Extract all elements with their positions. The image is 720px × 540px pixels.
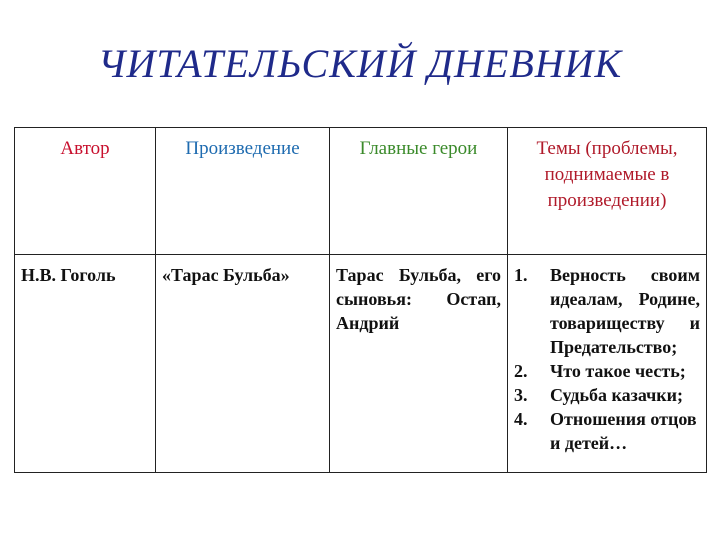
list-item bbox=[514, 359, 700, 383]
themes-list bbox=[514, 263, 700, 455]
list-item-text: Верность своим идеалам, Родине, товариществу и Предательство; bbox=[550, 265, 700, 357]
list-item-number: 1. bbox=[514, 265, 528, 285]
header-work: Произведение bbox=[156, 128, 330, 255]
list-item-text: Что такое честь; bbox=[550, 361, 686, 381]
table-row bbox=[15, 255, 707, 473]
header-heroes: Главные герои bbox=[330, 128, 508, 255]
header-author: Автор bbox=[15, 128, 156, 255]
list-item-number: 3. bbox=[514, 385, 528, 405]
page-title: ЧИТАТЕЛЬСКИЙ ДНЕВНИК bbox=[97, 41, 623, 86]
cell-heroes: Тарас Бульба, его сыновья: Остап, Андрий bbox=[330, 255, 508, 473]
cell-work: «Тарас Бульба» bbox=[156, 255, 330, 473]
list-item bbox=[514, 407, 700, 455]
list-item bbox=[514, 263, 700, 359]
list-item bbox=[514, 383, 700, 407]
header-themes: Темы (проблемы, поднимаемые в произведении) bbox=[508, 128, 707, 255]
list-item-number: 2. bbox=[514, 361, 528, 381]
list-item-text: Судьба казачки; bbox=[550, 385, 684, 405]
list-item-text: Отношения отцов и детей… bbox=[550, 409, 697, 453]
cell-author: Н.В. Гоголь bbox=[15, 255, 156, 473]
header-row bbox=[15, 128, 707, 255]
cell-themes bbox=[508, 255, 707, 473]
reading-diary-table bbox=[14, 127, 707, 473]
list-item-number: 4. bbox=[514, 409, 528, 429]
